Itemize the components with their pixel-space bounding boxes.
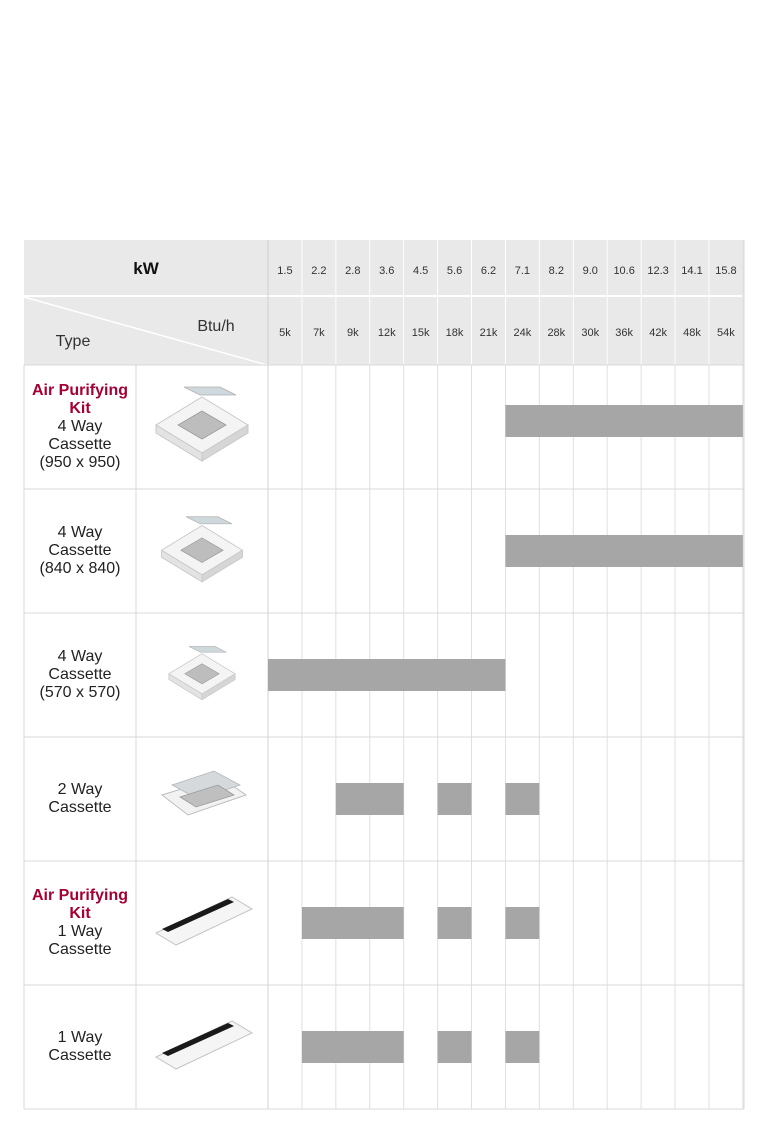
cassette-panel — [156, 897, 252, 945]
capacity-bar — [505, 783, 539, 815]
type-name — [24, 781, 136, 817]
btu-label: Btu/h — [197, 318, 235, 335]
4way-cassette-small-icon — [169, 646, 235, 699]
kw-tick-label: 14.1 — [681, 265, 703, 277]
cassette-body — [184, 387, 236, 395]
kw-tick-label: 7.1 — [514, 265, 531, 277]
2way-cassette-icon — [162, 771, 246, 815]
kw-tick-label: 8.2 — [548, 265, 564, 277]
4way-cassette-large-icon — [156, 387, 248, 461]
capacity-bar — [438, 907, 472, 939]
btu-tick-label: 7k — [313, 327, 325, 339]
btu-tick-label: 18k — [445, 327, 464, 339]
kw-tick-label: 9.0 — [582, 265, 598, 277]
kw-tick-label: 12.3 — [647, 265, 669, 277]
type-name-line: (570 x 570) — [39, 684, 121, 701]
type-name-line: 4 Way — [57, 418, 103, 435]
btu-tick-label: 28k — [547, 327, 566, 339]
1way-cassette-icon — [156, 897, 252, 945]
capacity-bar — [505, 405, 742, 437]
type-name-line: 1 Way — [57, 923, 103, 940]
type-name — [24, 382, 136, 472]
kw-tick-label: 3.6 — [379, 265, 395, 277]
kw-label: kW — [133, 259, 159, 278]
btu-tick-label: 21k — [479, 327, 498, 339]
capacity-bar — [336, 783, 404, 815]
type-name — [24, 887, 136, 959]
type-name-line: Cassette — [48, 666, 112, 683]
type-name — [24, 648, 136, 702]
1way-cassette-icon — [156, 1021, 252, 1069]
type-name-line: Cassette — [48, 1047, 112, 1064]
kw-tick-label: 10.6 — [613, 265, 635, 277]
air-purifying-kit-label: Air Purifying Kit — [31, 382, 128, 417]
type-name-line: 4 Way — [57, 524, 103, 541]
type-name — [24, 1029, 136, 1065]
btu-tick-label: 36k — [615, 327, 634, 339]
cassette-panel — [156, 1021, 252, 1069]
type-name-line: (950 x 950) — [39, 454, 121, 471]
capacity-bar — [268, 659, 505, 691]
capacity-bar — [505, 535, 742, 567]
btu-tick-label: 30k — [581, 327, 600, 339]
btu-tick-label: 5k — [279, 327, 291, 339]
capacity-bar — [505, 907, 539, 939]
4way-cassette-medium-icon — [162, 517, 243, 582]
type-name-line: Cassette — [48, 941, 112, 958]
kw-tick-label: 6.2 — [480, 265, 497, 277]
capacity-bar — [302, 1031, 404, 1063]
type-name-line: (840 x 840) — [39, 560, 121, 577]
kw-tick-label: 2.8 — [345, 265, 361, 277]
type-name — [24, 524, 136, 578]
btu-tick-label: 48k — [683, 327, 701, 339]
type-name-line: 1 Way — [57, 1029, 103, 1046]
btu-tick-label: 24k — [513, 327, 532, 339]
kw-tick-label: 2.2 — [311, 265, 327, 277]
capacity-bar — [302, 907, 404, 939]
btu-tick-label: 54k — [717, 327, 735, 339]
cassette-body — [189, 646, 226, 652]
btu-tick-label: 15k — [411, 327, 430, 339]
type-name-line: Cassette — [48, 799, 112, 816]
btu-tick-label: 9k — [346, 327, 359, 339]
type-label: Type — [55, 333, 91, 350]
kw-tick-label: 5.6 — [446, 265, 463, 277]
type-name-line: Cassette — [48, 542, 112, 559]
kw-tick-label: 15.8 — [715, 265, 737, 277]
header-bg — [24, 240, 744, 365]
kw-tick-label: 1.5 — [277, 265, 293, 277]
capacity-bar — [438, 1031, 472, 1063]
btu-tick-label: 42k — [649, 327, 667, 339]
cassette-body — [186, 517, 232, 524]
btu-tick-label: 12k — [377, 327, 396, 339]
air-purifying-kit-label: Air Purifying Kit — [31, 887, 128, 922]
capacity-bar — [505, 1031, 539, 1063]
kw-tick-label: 4.5 — [412, 265, 429, 277]
type-name-line: 2 Way — [57, 781, 103, 798]
capacity-bar — [438, 783, 472, 815]
type-name-line: Cassette — [48, 436, 112, 453]
type-name-line: 4 Way — [57, 648, 103, 665]
